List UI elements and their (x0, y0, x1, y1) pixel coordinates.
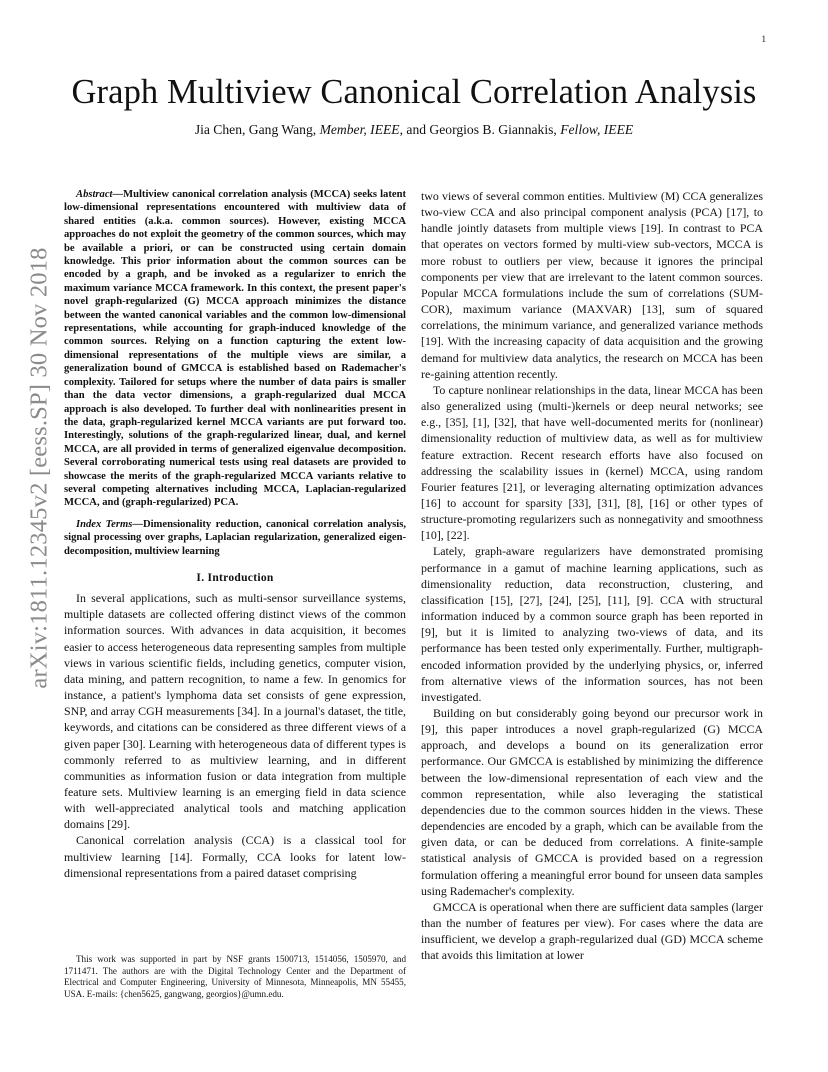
section-heading-introduction: I. Introduction (196, 571, 274, 584)
paper-title: Graph Multiview Canonical Correlation Analysis (71, 73, 757, 111)
index-terms (64, 518, 406, 558)
left-column (64, 188, 406, 881)
arxiv-stamp-text: arXiv:1811.12345v2 [eess.SP] 30 Nov 2018 (26, 247, 54, 689)
intro-paragraph: In several applications, such as multi-sensor surveillance systems, multiple datasets are collected offering distinct views of the common information sources. With advances in data acquisition, it becomes easier to access heterogeneous data representing samples from multiple views in various scientific fields, including genetics, computer vision, data mining, and pattern recognition, to name a few. In genomics for instance, a patient's lymphoma data set consists of gene expression, SNP, and array CGH measurements [34]. In a journal's dataset, the title, keywords, and citations can be considered as three different views of a given paper [30]. Learning with heterogeneous data of different types is commonly referred to as multiview learning, and in different communities as information fusion or data integration from multiple feature sets. Multiview learning is an emerging field in data science with well-appreciated analytical tools and matching application domains [29]. (64, 591, 406, 832)
page-number: 1 (761, 34, 766, 44)
right-column (421, 188, 763, 964)
author-names-part1: Jia Chen, Gang Wang, (194, 122, 320, 137)
abstract-lead: Abstract (76, 189, 113, 200)
body-paragraph: GMCCA is operational when there are sufficient data samples (larger than the number of features per view). For cases where the data are insufficient, we develop a graph-regularized dual (GD) MCCA scheme that avoids this limitation at lower (421, 899, 763, 963)
author-affiliation-member: Member, IEEE (319, 122, 400, 137)
author-affiliation-fellow: Fellow, IEEE (560, 122, 634, 137)
body-paragraph: Lately, graph-aware regularizers have demonstrated promising performance in a gamut of machine learning applications, such as dimensionality reduction, data reconstruction, clustering, and classification [15], [27], [24], [25], [11], [9]. CCA with structural information induced by a common source graph has been reported in [9], but it is limited to analyzing two-views of data, and its performance has been tested only experimentally. Further, multigraph-encoded information provided by the underlying physics, or, inferred from alternative views of the information sources, has not been investigated. (421, 544, 763, 704)
body-paragraph: two views of several common entities. Multiview (M) CCA generalizes two-view CCA and also principal component analysis (PCA) [17], to handle jointly datasets from multiple views [19]. In contrast to PCA that operates on vectors formed by multi-view sub-vectors, MCCA is more robust to outliers per view, because it ignores the principal components per view that are irrelevant to the latent common sources. Popular MCCA formulations include the sum of correlations (SUM-COR), maximum variance (MAXVAR) [13], sum of squared correlations, the minimum variance, and generalized variance methods [19]. With the increasing capacity of data acquisition and the growing demand for multiview data analytics, the research on MCCA has been re-gaining attention recently. (421, 189, 763, 381)
body-paragraph: To capture nonlinear relationships in the data, linear MCCA has been also generalized using (multi-)kernels or deep neural networks; see e.g., [35], [1], [32], that have well-documented merits for (nonlinear) dimensionality reduction of multiview data, as well as for multiview feature extraction. Recent research efforts have also focused on addressing the scalability issues in (kernel) MCCA, using random Fourier features [21], or leveraging alternating optimization advances [16] to account for sparsity [33], [31], [8], [16] or other types of structure-promoting regularizers such as nonnegativity and smoothness [10], [22]. (421, 382, 763, 543)
author-line (0, 122, 828, 138)
index-terms-body: —Dimensionality reduction, canonical correlation analysis, signal processing over graphs, Laplacian regularization, generalized eigen-decomposition, multiview learning (64, 518, 406, 557)
abstract (64, 188, 406, 510)
abstract-body: —Multiview canonical correlation analysis (MCCA) seeks latent low-dimensional representations encountered with multiview data of shared entities (a.k.a. common sources). However, existing MCCA approaches do not exploit the geometry of the common sources, which may be available a priori, or can be constructed using certain domain knowledge. This prior information about the common sources can be encoded by a graph, and be invoked as a regularizer to enrich the maximum variance MCCA framework. In this context, the present paper's novel graph-regularized (G) MCCA approach minimizes the distance between the wanted canonical variables and the common low-dimensional representations, while accounting for graph-induced knowledge of the common sources. Relying on a function capturing the extent low-dimensional representations of the multiple views are similar, a generalization bound of GMCCA is established based on Rademacher's complexity. Tailored for setups where the number of data pairs is smaller than the data vector dimensions, a graph-regularized dual MCCA approach is also developed. To further deal with nonlinearities present in the data, graph-regularized kernel MCCA variants are put forward too. Interestingly, solutions of the graph-regularized linear, dual, and kernel MCCA, are all provided in terms of generalized eigenvalue decomposition. Several corroborating numerical tests using real datasets are provided to showcase the merits of the graph-regularized MCCA variants relative to several competing alternatives including MCCA, Laplacian-regularized MCCA, and (graph-regularized) PCA. (64, 189, 406, 509)
author-names-part2: , and Georgios B. Giannakis, (399, 122, 561, 137)
footnote-funding: This work was supported in part by NSF grants 1500713, 1514056, 1505970, and 1711471. The authors are with the Digital Technology Center and the Department of Electrical and Computer Engineering, University of Minnesota, Minneapolis, MN 55455, USA. E-mails: {chen5625, gangwang, georgios}@umn.edu. (64, 954, 406, 999)
arxiv-identifier-stamp (20, 247, 60, 689)
index-terms-lead: Index Terms (76, 518, 133, 530)
intro-paragraph: Canonical correlation analysis (CCA) is a classical tool for multiview learning [14]. Formally, CCA looks for latent low-dimensional representations from a paired dataset comprising (64, 833, 406, 880)
body-paragraph: Building on but considerably going beyond our precursor work in [9], this paper introduces a novel graph-regularized (G) MCCA approach, and develops a bound on its generalization error performance. Our GMCCA is established by minimizing the difference between the low-dimensional representation of each view and the common representation, while also leveraging the statistical dependencies due to the common sources hidden in the views. These dependencies are encoded by a graph, which can be available from the given data, or can be deduced from correlations. A finite-sample statistical analysis of GMCCA is provided based on a regression formulation offering a meaningful error bound for unseen data samples using Rademacher's complexity. (421, 706, 763, 898)
